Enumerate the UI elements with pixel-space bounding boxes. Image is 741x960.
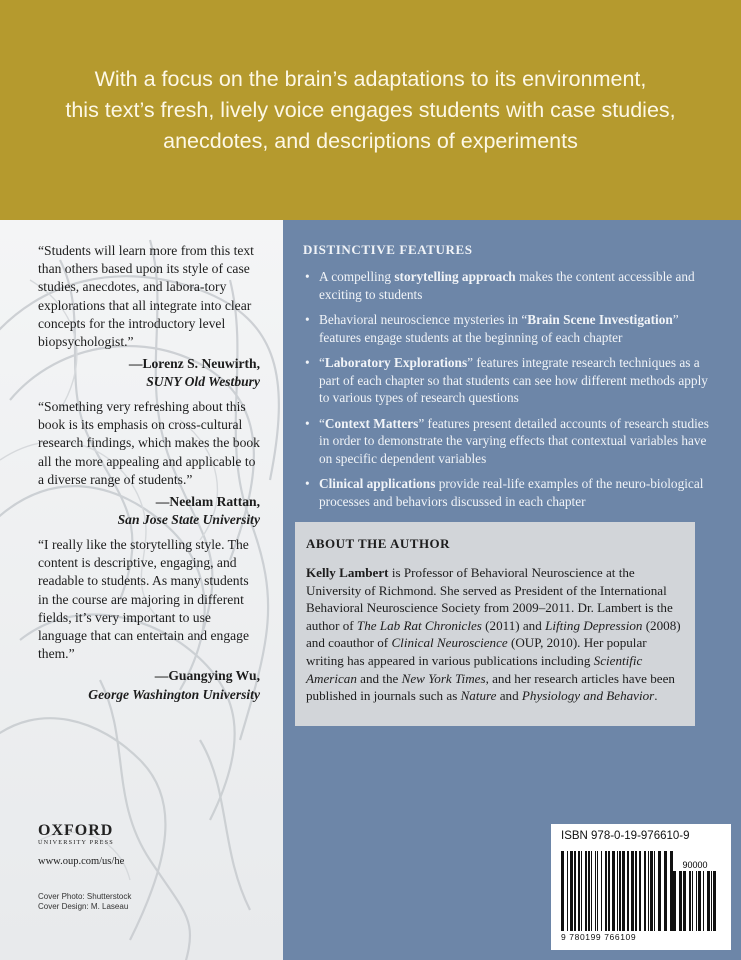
barcode-bar [561,851,564,931]
barcode-bar [664,851,667,931]
feature-item: • Clinical applications provide real-life examples of the neuro-biological processes and behaviors discussed in each chapter [303,475,718,510]
barcode-row [561,851,721,931]
cover-credits [38,892,131,911]
tagline-line-3: anecdotes, and descriptions of experiments [163,128,578,153]
testimonial-text: “Something very refreshing about this book is its emphasis on cross-cultural research findings, which makes the book all the more appealing and applicable to a diverse range of students.” [38,399,260,487]
barcode-bar [648,851,649,931]
barcode-bar [588,851,590,931]
features-panel [283,220,741,960]
barcode-bar [612,851,615,931]
barcode-bar [591,851,592,931]
addon-barcode [673,859,717,931]
barcode-bar [619,851,621,931]
testimonial-author: —Neelam Rattan, [155,494,260,510]
feature-item: • A compelling storytelling approach makes the content accessible and exciting to students [303,268,718,303]
barcode-bar [635,851,637,931]
testimonial-attribution [38,355,260,391]
author-bio: Kelly Lambert is Professor of Behavioral Neuroscience at the University of Richmond. She served as President of the International Behavioral Neuroscience Society from 2009–2011. Dr. Lambert is the author of The Lab Rat Chronicles (2011) and Lifting Depression (2008) and coauthor of Clinical Neuroscience (OUP, 2010). Her popular writing has appeared in various publications including Scientific American and the New York Times, and her research articles have been published in journals such as Nature and Physiology and Behavior. [306,565,681,704]
design-credit: Cover Design: M. Laseau [38,901,129,911]
barcode-bar [696,871,697,931]
barcode-bar [692,871,693,931]
barcode-bar [608,851,610,931]
author-heading: ABOUT THE AUTHOR [306,536,451,551]
testimonial-3 [38,536,260,704]
testimonial-author: —Lorenz S. Neuwirth, [128,356,260,372]
publisher-block [38,822,124,867]
testimonial-author: —Guangying Wu, [154,668,260,684]
feature-item: • “Context Matters” features present detailed accounts of research studies in order to demonstrate the varying effects that contextual variables have on specific dependent variables [303,415,718,468]
barcode-bar [574,851,576,931]
testimonial-2 [38,398,260,529]
testimonial-text: “Students will learn more from this text than others based upon its style of case studies, anecdotes, and labora-tory explorations that all integrate into clear concepts for the introductory level biopsychologist.” [38,243,254,350]
barcode-bar [698,871,701,931]
testimonials-panel [0,220,283,960]
barcode-bar [658,851,661,931]
tagline-line-2: this text’s fresh, lively voice engages students with case studies, [65,97,676,122]
barcode-bar [581,851,582,931]
barcode-bar [689,871,691,931]
barcode-digits: 9 780199 766109 [561,932,637,942]
addon-digits: 90000 [682,860,708,870]
barcode-bar [673,871,676,931]
barcode-bar [597,851,598,931]
barcode-bar [644,851,646,931]
testimonial-1 [38,242,260,392]
barcode-bar [601,851,602,931]
barcode-bar [567,851,568,931]
feature-item: • “Laboratory Explorations” features integrate research techniques as a part of each chapter so that students can see how different methods apply to various types of research questions [303,354,718,407]
barcode-bar [570,851,573,931]
barcode-bar [639,851,641,931]
barcode-box [551,824,731,950]
distinctive-features [303,242,718,518]
barcode-bar [622,851,625,931]
testimonial-affiliation: San Jose State University [117,512,260,528]
publisher-url: www.oup.com/us/he [38,856,125,867]
testimonial-attribution [38,493,260,529]
barcode-bar [707,871,710,931]
barcode-bar [703,871,704,931]
barcode-bar [617,851,618,931]
testimonial-affiliation: George Washington University [88,686,260,702]
barcode-bar [631,851,634,931]
testimonial-attribution [38,667,260,703]
tagline-band [0,0,741,220]
features-heading: DISTINCTIVE FEATURES [303,242,473,257]
barcode-bar [595,851,596,931]
oxford-logo: OXFORD [38,822,114,839]
barcode-bar [605,851,607,931]
about-author-box [295,522,695,726]
barcode-bar [713,871,716,931]
barcode-bar [650,851,653,931]
testimonial-affiliation: SUNY Old Westbury [146,374,260,390]
barcode-bar [679,871,682,931]
feature-item: • Behavioral neuroscience mysteries in “Brain Scene Investigation” features engage students at the beginning of each chapter [303,311,718,346]
barcode-bar [585,851,587,931]
ean-barcode [561,851,673,931]
barcode-bar [654,851,655,931]
tagline [51,64,691,157]
barcode-bar [578,851,580,931]
barcode-bar [627,851,629,931]
barcode-bar [711,871,712,931]
features-list [303,268,718,510]
isbn-number: ISBN 978-0-19-976610-9 [561,830,690,842]
publisher-press: UNIVERSITY PRESS [38,839,114,846]
tagline-line-1: With a focus on the brain’s adaptations to its environment, [94,66,647,91]
testimonial-text: “I really like the storytelling style. The content is descriptive, engaging, and readable to students. As many students in the course are majoring in different fields, it’s very important to use language that can entertain and engage them.” [38,537,249,662]
barcode-bar [683,871,686,931]
photo-credit: Cover Photo: Shutterstock [38,892,132,901]
